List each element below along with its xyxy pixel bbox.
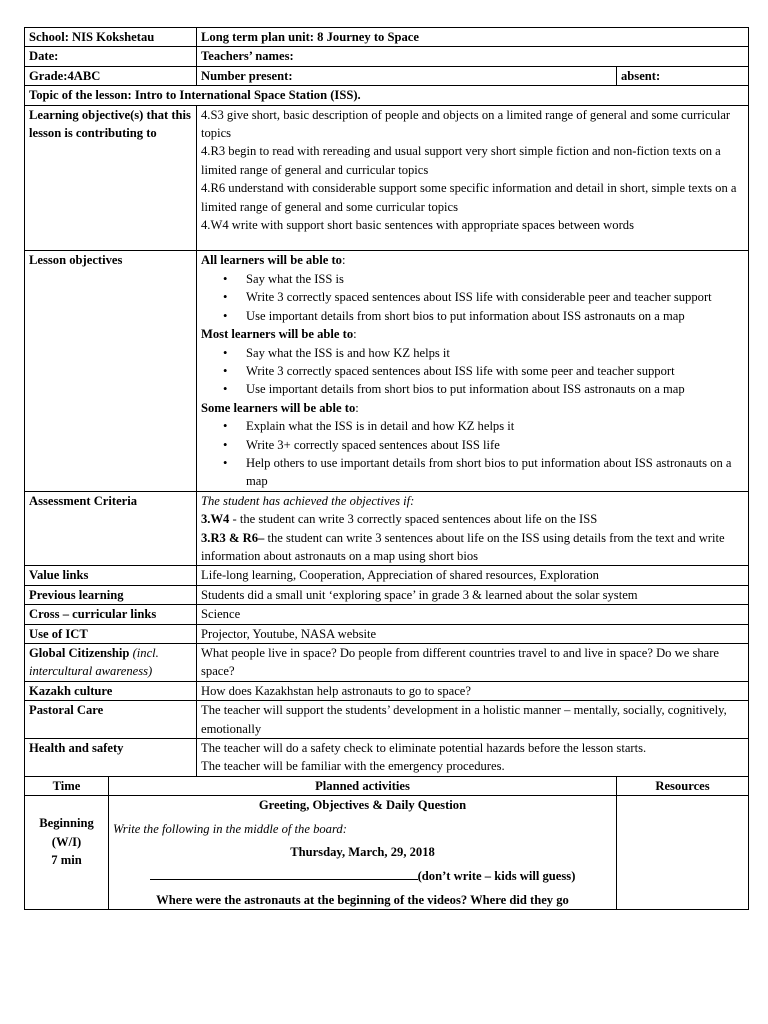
most-learners-heading: Most learners will be able to: — [201, 327, 357, 342]
some-learners-list — [201, 417, 744, 491]
school-cell: School: NIS Kokshetau — [25, 28, 197, 47]
daily-question: Where were the astronauts at the beginning of the videos? Where did they go — [156, 892, 569, 907]
lesson-objectives-row — [25, 251, 749, 491]
number-present-cell: Number present: — [197, 66, 617, 85]
plan-header-row — [25, 776, 749, 795]
resources-column-header: Resources — [617, 776, 749, 795]
value-links-row — [25, 566, 749, 585]
lesson-plan-page — [24, 27, 748, 910]
objective-bullet: • Say what the ISS is and how KZ helps it — [246, 344, 744, 362]
blank-line-row: (don’t write – kids will guess) — [113, 866, 612, 885]
global-citizenship-label: Global Citizenship (incl. intercultural awareness) — [25, 644, 197, 682]
cross-curricular-text: Science — [197, 605, 749, 624]
ict-row — [25, 624, 749, 643]
learning-objectives-row — [25, 105, 749, 251]
learning-objective-item: 4.S3 give short, basic description of people and objects on a limited range of general and some curricular topics — [201, 107, 731, 141]
some-learners-heading: Some learners will be able to: — [201, 400, 359, 415]
beginning-resources-cell — [617, 796, 749, 910]
objective-bullet: • Write 3 correctly spaced sentences about ISS life with some peer and teacher support — [246, 362, 744, 380]
lesson-objectives-label: Lesson objectives — [25, 251, 197, 491]
beginning-time-cell — [25, 796, 109, 910]
time-column-header: Time — [25, 776, 109, 795]
all-learners-list — [201, 270, 744, 325]
assessment-intro: The student has achieved the objectives if: — [201, 493, 415, 508]
assessment-label: Assessment Criteria — [25, 491, 197, 566]
health-safety-content — [197, 739, 749, 777]
health-safety-label: Health and safety — [25, 739, 197, 777]
learning-objective-item: 4.R6 understand with considerable support some specific information and detail in short, simple texts on a limited range of general and some curricular topics — [201, 181, 737, 214]
ict-text: Projector, Youtube, NASA website — [197, 624, 749, 643]
previous-learning-text: Students did a small unit ‘exploring space’ in grade 3 & learned about the solar system — [197, 585, 749, 604]
ict-label: Use of ICT — [25, 624, 197, 643]
cross-curricular-row — [25, 605, 749, 624]
header-row-school — [25, 28, 749, 47]
assessment-content — [197, 491, 749, 566]
health-safety-line: The teacher will do a safety check to eliminate potential hazards before the lesson starts. — [201, 741, 647, 756]
assessment-r: 3.R3 & R6– the student can write 3 sentences about life on the ISS using details from the text and write information about astronauts on a map using short bios — [201, 530, 725, 563]
objective-bullet: • Use important details from short bios to put information about ISS astronauts on a map — [246, 307, 744, 325]
pastoral-care-row — [25, 701, 749, 739]
plan-beginning-row — [25, 796, 749, 910]
pastoral-care-text: The teacher will support the students’ development in a holistic manner – mentally, socially, cognitively, emotionally — [197, 701, 749, 739]
teachers-cell: Teachers’ names: — [197, 47, 749, 66]
all-learners-heading: All learners will be able to: — [201, 253, 346, 268]
beginning-activities-cell — [109, 796, 617, 910]
learning-objectives-label: Learning objective(s) that this lesson is contributing to — [25, 105, 197, 251]
grade-cell: Grade:4ABC — [25, 66, 197, 85]
activity-title: Greeting, Objectives & Daily Question — [258, 798, 467, 813]
assessment-row — [25, 491, 749, 566]
lesson-objectives-content — [197, 251, 749, 491]
absent-cell: absent: — [617, 66, 749, 85]
kazakh-culture-label: Kazakh culture — [25, 681, 197, 700]
header-row-date — [25, 47, 749, 66]
pastoral-care-label: Pastoral Care — [25, 701, 197, 739]
topic-row — [25, 86, 749, 105]
most-learners-list — [201, 344, 744, 399]
stage-mode: (W/I) — [51, 834, 82, 849]
stage-name: Beginning — [39, 816, 94, 831]
objective-bullet: • Write 3+ correctly spaced sentences about ISS life — [246, 436, 744, 454]
global-citizenship-text: What people live in space? Do people from different countries travel to and live in space? Do we share space? — [197, 644, 749, 682]
learning-objectives-content — [197, 105, 749, 251]
board-date: Thursday, March, 29, 2018 — [290, 845, 435, 860]
objective-bullet: • Say what the ISS is — [246, 270, 744, 288]
blank-line — [150, 866, 418, 880]
objective-bullet: • Write 3 correctly spaced sentences about ISS life with considerable peer and teacher support — [246, 288, 744, 306]
board-instruction: Write the following in the middle of the board: — [113, 821, 347, 836]
learning-objective-item: 4.W4 write with support short basic sentences with appropriate spaces between words — [201, 218, 634, 233]
objective-bullet: • Help others to use important details from short bios to put information about ISS astronauts on a map — [246, 454, 744, 491]
activities-column-header: Planned activities — [109, 776, 617, 795]
objective-bullet: • Explain what the ISS is in detail and how KZ helps it — [246, 417, 744, 435]
cross-curricular-label: Cross – curricular links — [25, 605, 197, 624]
previous-learning-row — [25, 585, 749, 604]
previous-learning-label: Previous learning — [25, 585, 197, 604]
assessment-w4: 3.W4 - the student can write 3 correctly spaced sentences about life on the ISS — [201, 512, 598, 527]
lesson-plan-table — [24, 27, 749, 910]
objective-bullet: • Use important details from short bios to put information about ISS astronauts on a map — [246, 380, 744, 398]
health-safety-line: The teacher will be familiar with the emergency procedures. — [201, 759, 505, 774]
topic-cell: Topic of the lesson: Intro to International Space Station (ISS). — [25, 86, 749, 105]
kazakh-culture-text: How does Kazakhstan help astronauts to go to space? — [197, 681, 749, 700]
date-cell: Date: — [25, 47, 197, 66]
value-links-label: Value links — [25, 566, 197, 585]
kazakh-culture-row — [25, 681, 749, 700]
health-safety-row — [25, 739, 749, 777]
value-links-text: Life-long learning, Cooperation, Appreciation of shared resources, Exploration — [197, 566, 749, 585]
learning-objective-item: 4.R3 begin to read with rereading and usual support very short simple fiction and non-fiction texts on a limited range of general and curricular topics — [201, 144, 721, 177]
header-row-grade — [25, 66, 749, 85]
global-citizenship-row — [25, 644, 749, 682]
stage-duration: 7 min — [51, 853, 82, 868]
unit-cell: Long term plan unit: 8 Journey to Space — [197, 28, 749, 47]
